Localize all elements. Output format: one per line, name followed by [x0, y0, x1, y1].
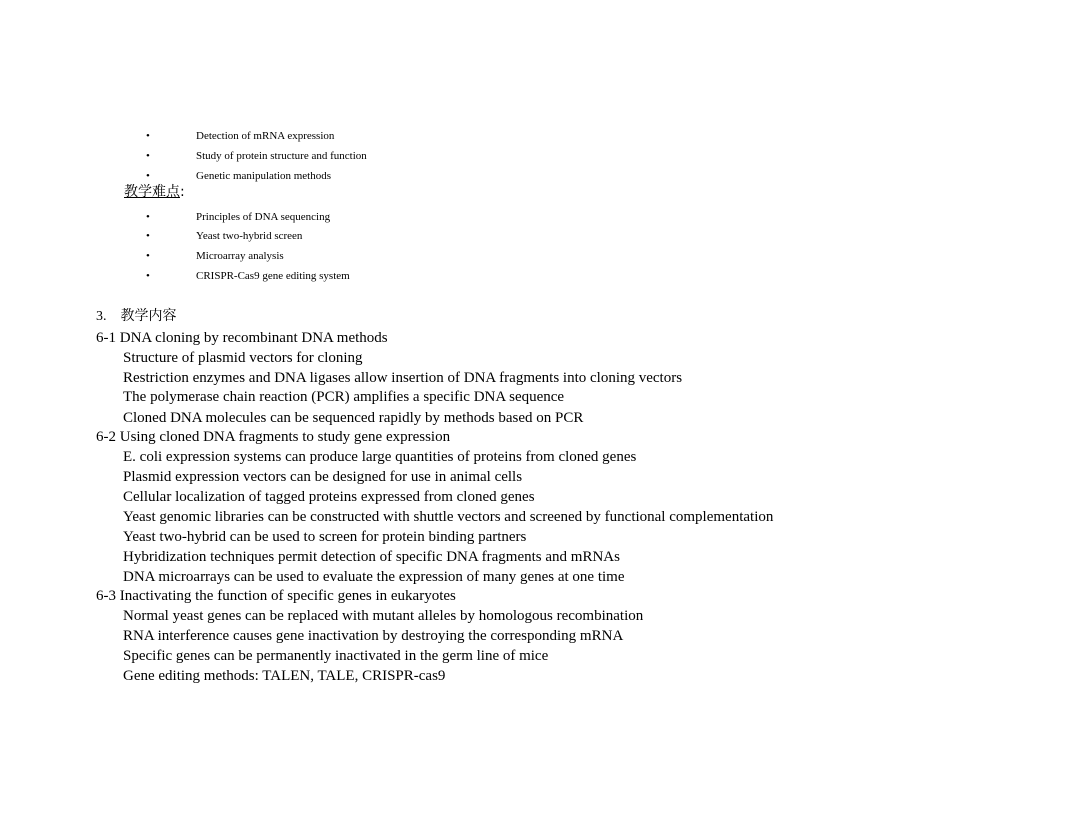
bullet-icon: • [146, 270, 150, 282]
key-point-text: Study of protein structure and function [196, 150, 367, 162]
bullet-icon: • [146, 211, 150, 223]
chapter-heading: 6-3 Inactivating the function of specific genes in eukaryotes [96, 588, 456, 604]
key-point-text: Detection of mRNA expression [196, 130, 335, 142]
content-line: Hybridization techniques permit detection of specific DNA fragments and mRNAs [123, 549, 620, 565]
section-number: 3. [96, 309, 107, 324]
difficulties-heading-text: 教学难点 [124, 184, 180, 200]
content-line: The polymerase chain reaction (PCR) amplifies a specific DNA sequence [123, 389, 565, 405]
difficulty-text: Principles of DNA sequencing [196, 211, 331, 223]
bullet-icon: • [146, 170, 150, 182]
content-line: Restriction enzymes and DNA ligases allow insertion of DNA fragments into cloning vectors [123, 370, 683, 386]
difficulty-text: CRISPR-Cas9 gene editing system [196, 270, 350, 282]
content-line: DNA microarrays can be used to evaluate the expression of many genes at one time [123, 569, 625, 585]
chapter-heading: 6-1 DNA cloning by recombinant DNA methods [96, 330, 388, 346]
bullet-icon: • [146, 230, 150, 242]
content-line: Plasmid expression vectors can be designed for use in animal cells [123, 469, 523, 485]
content-line: Cellular localization of tagged proteins expressed from cloned genes [123, 489, 535, 505]
content-line: Specific genes can be permanently inactivated in the germ line of mice [123, 648, 549, 664]
content-line: E. coli expression systems can produce large quantities of proteins from cloned genes [123, 449, 637, 465]
difficulties-heading-colon: : [180, 184, 185, 200]
bullet-icon: • [146, 130, 150, 142]
section-title: 教学内容 [120, 308, 177, 324]
chapter-heading: 6-2 Using cloned DNA fragments to study gene expression [96, 429, 451, 445]
key-point-text: Genetic manipulation methods [196, 170, 332, 182]
bullet-icon: • [146, 250, 150, 262]
content-line: Structure of plasmid vectors for cloning [123, 350, 363, 366]
bullet-icon: • [146, 150, 150, 162]
content-line: Yeast genomic libraries can be constructed with shuttle vectors and screened by functional complementation [123, 509, 774, 525]
content-line: Gene editing methods: TALEN, TALE, CRISPR-cas9 [123, 668, 446, 684]
difficulty-text: Microarray analysis [196, 250, 284, 262]
difficulty-text: Yeast two-hybrid screen [196, 230, 303, 242]
content-line: Normal yeast genes can be replaced with mutant alleles by homologous recombination [123, 608, 644, 624]
difficulties-heading [124, 183, 185, 201]
content-line: Cloned DNA molecules can be sequenced rapidly by methods based on PCR [123, 410, 584, 426]
content-line: RNA interference causes gene inactivation by destroying the corresponding mRNA [123, 628, 624, 644]
section-heading [96, 307, 177, 326]
content-line: Yeast two-hybrid can be used to screen for protein binding partners [123, 529, 527, 545]
